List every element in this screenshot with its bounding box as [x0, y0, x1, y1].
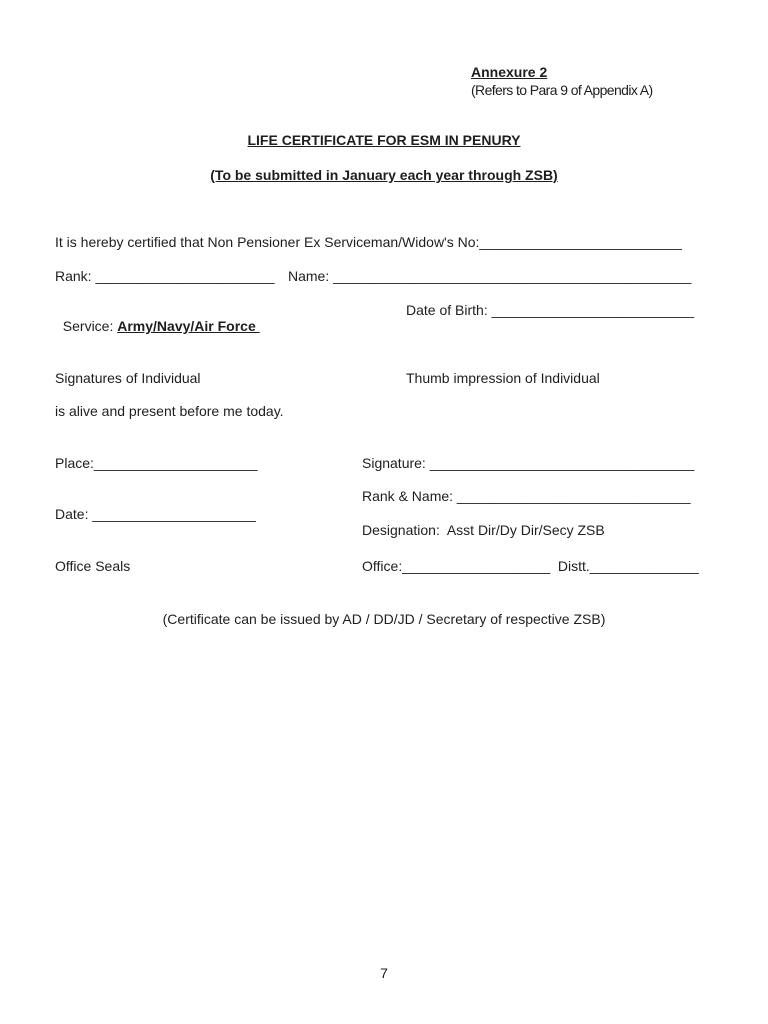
- office-district-field: Office:___________________ Distt.______________: [362, 558, 699, 574]
- rank-name-field: Rank & Name: ______________________________: [362, 488, 691, 504]
- office-seals: Office Seals: [55, 558, 131, 574]
- service-label: Service:: [62, 318, 118, 334]
- document-title: LIFE CERTIFICATE FOR ESM IN PENURY: [247, 132, 521, 148]
- place-field: Place:_____________________: [55, 455, 258, 471]
- signatures-of-individual: Signatures of Individual: [55, 370, 201, 386]
- certified-line: It is hereby certified that Non Pensioner Ex Serviceman/Widow's No:__________________________: [55, 234, 682, 250]
- annexure-heading: Annexure 2: [471, 64, 548, 80]
- thumb-impression: Thumb impression of Individual: [406, 370, 600, 386]
- service-value: Army/Navy/Air Force: [117, 318, 260, 334]
- date-of-birth-field: Date of Birth: __________________________: [406, 302, 695, 318]
- signature-field: Signature: __________________________________: [362, 455, 695, 471]
- alive-statement: is alive and present before me today.: [55, 403, 284, 419]
- document-subtitle: (To be submitted in January each year through ZSB): [210, 167, 558, 183]
- annexure-reference: (Refers to Para 9 of Appendix A): [471, 82, 653, 98]
- designation-field: Designation: Asst Dir/Dy Dir/Secy ZSB: [362, 522, 605, 538]
- rank-field: Rank: _______________________: [55, 268, 275, 284]
- footer-note: (Certificate can be issued by AD / DD/JD / Secretary of respective ZSB): [162, 611, 606, 627]
- page-number: 7: [380, 965, 388, 981]
- date-field: Date: _____________________: [55, 506, 256, 522]
- name-field: Name: ______________________________________________: [288, 268, 692, 284]
- service-field: [55, 302, 260, 334]
